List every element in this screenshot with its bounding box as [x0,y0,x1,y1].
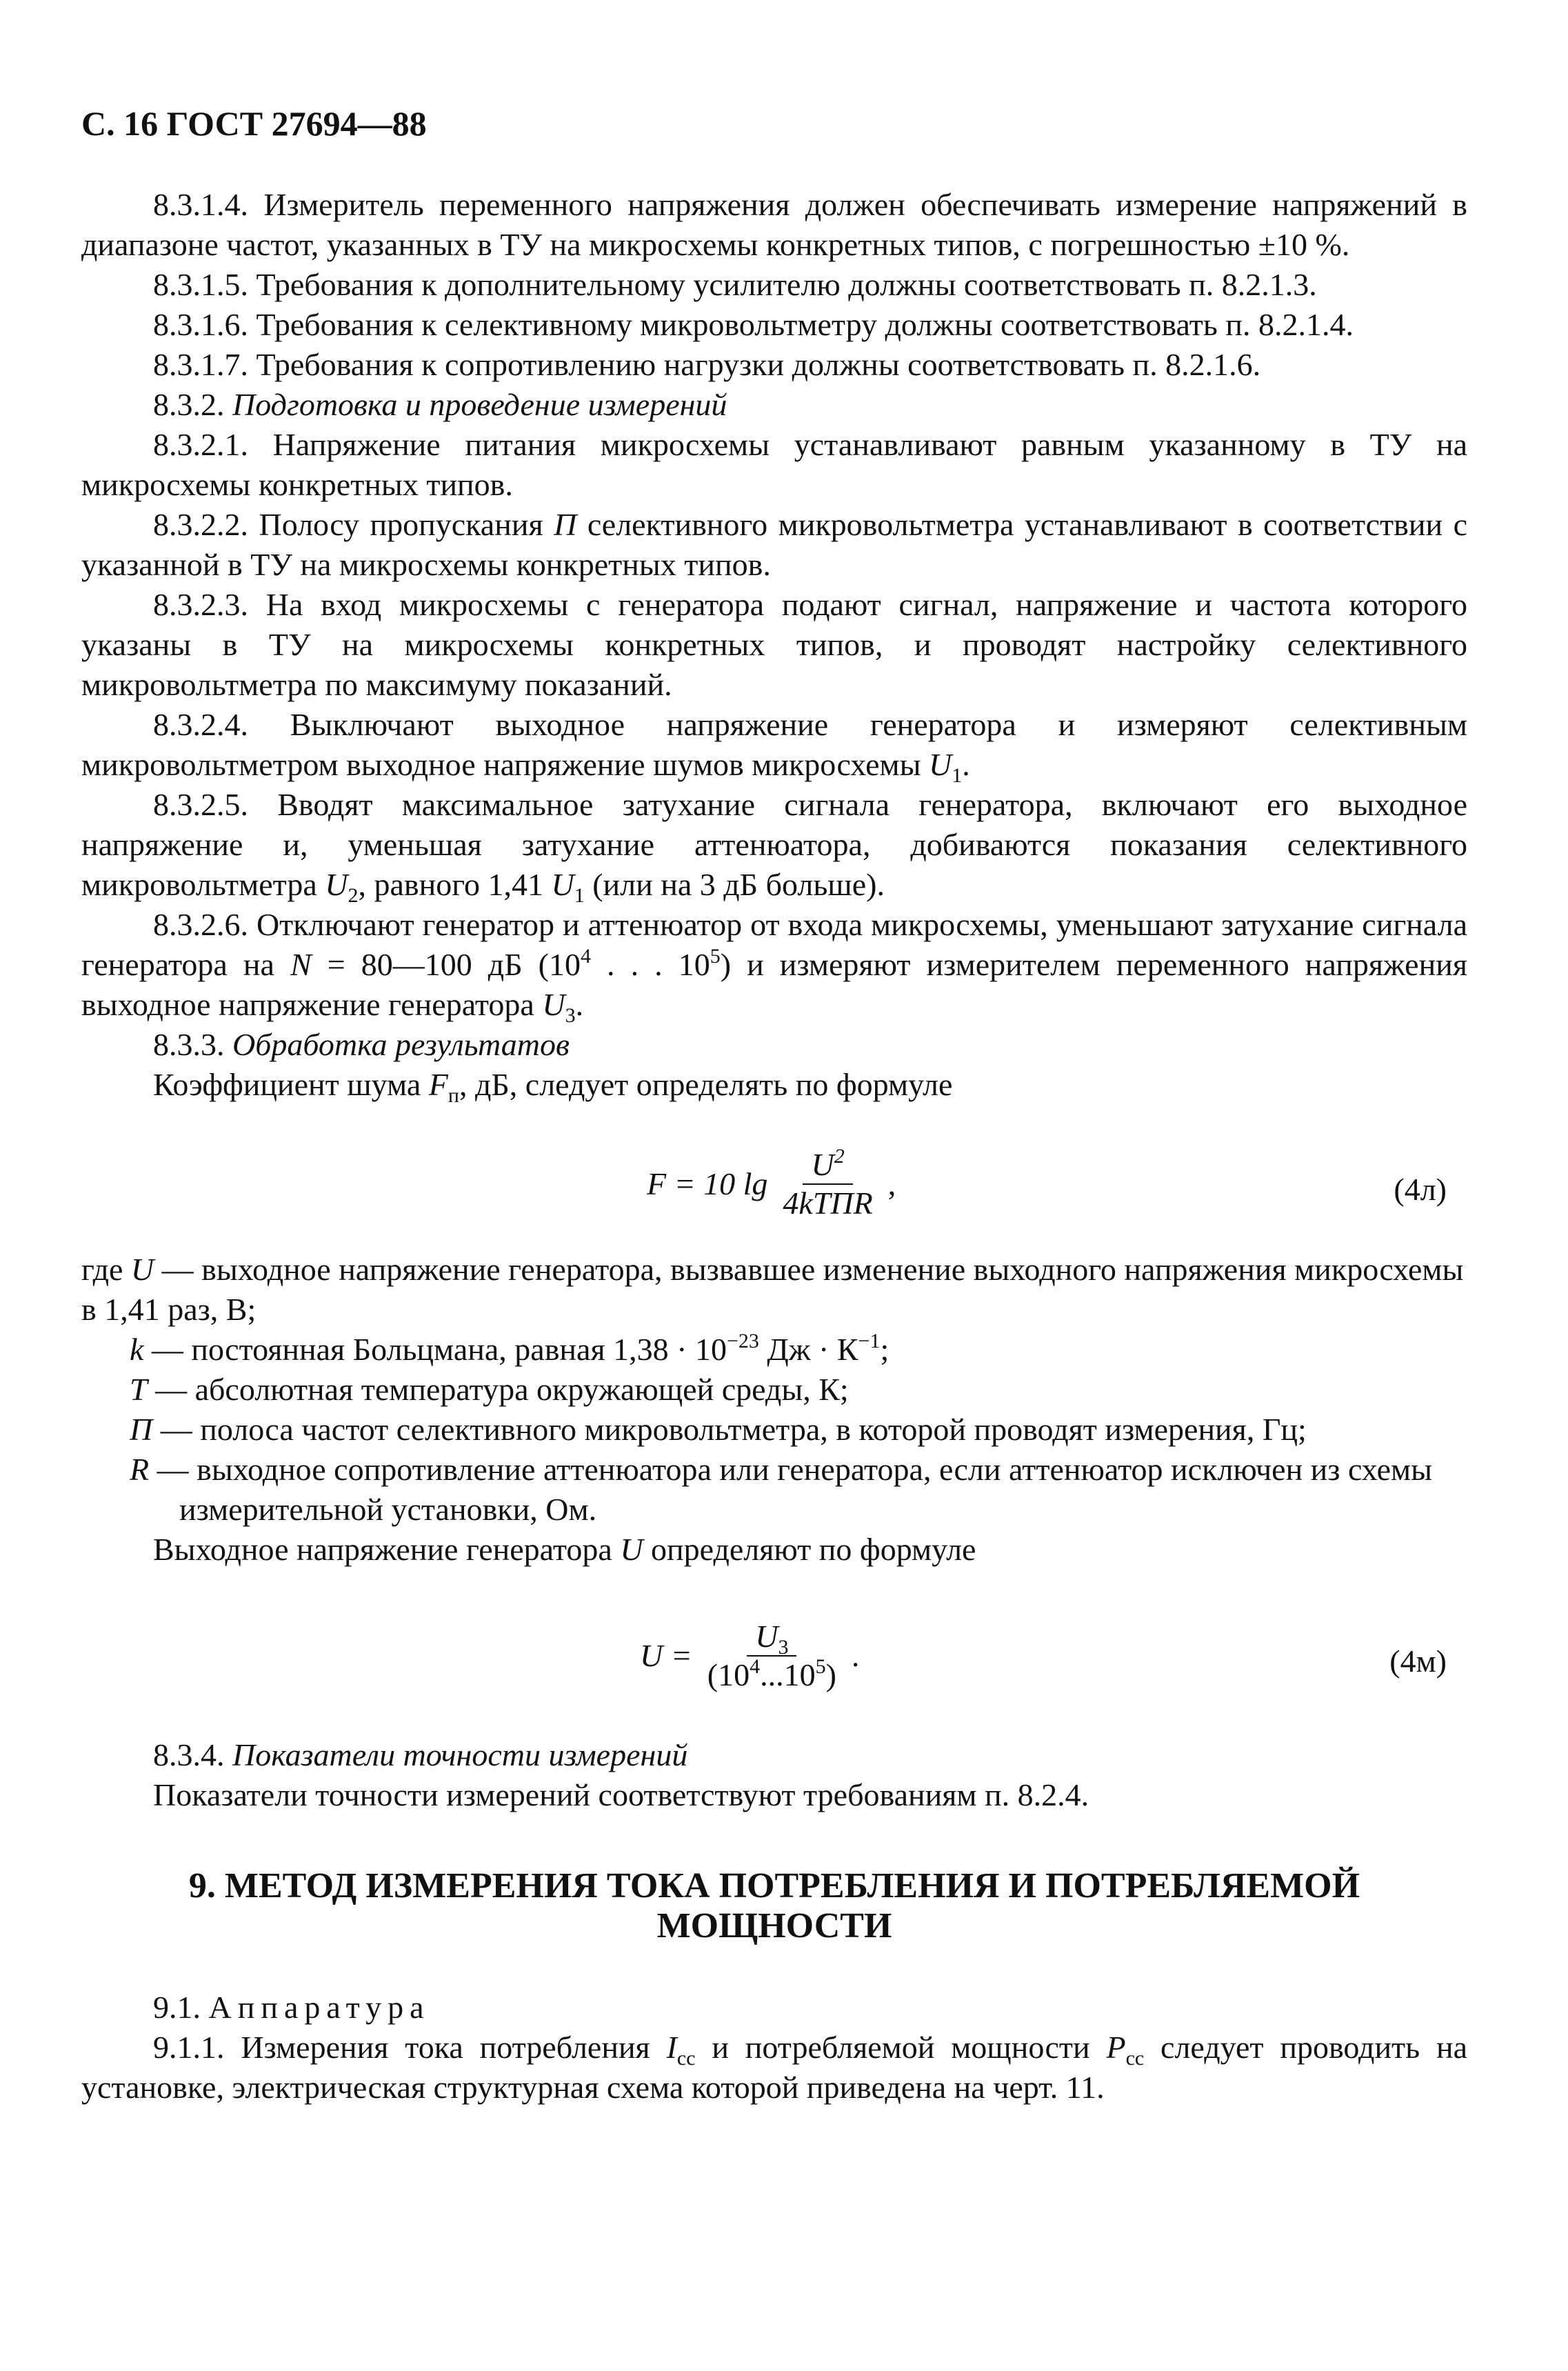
math-symbol: N [290,947,312,982]
subscript: п [448,1084,459,1107]
definition-text: — выходное напряжение генератора, вызвавшее изменение выходного напряжения микросхемы [154,1252,1464,1287]
paragraph-8-3-2-2 [81,505,1467,585]
paragraph-8-3-1-5: 8.3.1.5. Требования к дополнительному усилителю должны соответствовать п. 8.2.1.3. [153,267,1317,302]
definition-item [81,1370,1467,1410]
math-symbol: I [666,2030,677,2065]
superscript: −23 [726,1330,759,1352]
definition-text: — постоянная Больцмана, равная 1,38 · 10 [143,1332,727,1367]
definition-item [81,1450,1467,1530]
subsection-8-3-2-heading [81,385,1467,425]
definition-continuation: измерительной установки, Ом. [179,1492,597,1527]
definition-continuation: в 1,41 раз, В; [81,1292,257,1327]
superscript: 4 [750,1655,761,1678]
text-run: 8.3.2.4. Выключают выходное напряжение генератора и измеряют селективным микровольтметром выходное напряжение шумов микросхемы [81,707,1467,782]
text-run: , дБ, следует определять по формуле [459,1067,953,1102]
paragraph-accuracy: Показатели точности измерений соответствуют требованиям п. 8.2.4. [153,1777,1089,1812]
paragraph-8-3-2-4 [81,705,1467,785]
text-run: . [962,747,970,782]
text-run: 8.3.2.2. Полосу пропускания [153,507,554,542]
formula-body [647,1146,896,1222]
numerator-symbol: U [811,1147,834,1182]
fraction-denominator: 4kTПR [783,1186,873,1221]
subscript: cc [1125,2047,1145,2070]
fraction-numerator [803,1146,852,1185]
superscript: −1 [858,1330,881,1352]
text-run: , равного 1,41 [358,867,552,902]
formula-number: (4л) [1394,1172,1447,1207]
formula-body [640,1618,859,1694]
denominator-part: ...10 [760,1657,816,1692]
definitions-list [81,1250,1467,1530]
text-run: ) и измеряют измерителем переменного напряжения выходное напряжение генератора [81,947,1467,1022]
formula-lhs: U = [640,1638,692,1673]
paragraph-8-3-1-6: 8.3.1.6. Требования к селективному микровольтметру должны соответствовать п. 8.2.1.4. [153,307,1354,342]
formula-number: (4м) [1389,1643,1447,1679]
subsection-number: 8.3.4. [153,1737,225,1772]
paragraph-8-3-1-4: 8.3.1.4. Измеритель переменного напряжения должен обеспечивать измерение напряжений в диапазоне частот, указанных в ТУ на микросхемы конкретных типов, с погрешностью ±10 %. [81,187,1467,262]
superscript: 4 [580,945,591,968]
text-run: 8.3.2.5. Вводят максимальное затухание сигнала генератора, включают его выходное напряжение и, уменьшая затухание аттенюатора, добиваются показания селективного микровольтметра [81,787,1467,902]
text-run: 8.3.2.6. Отключают генератор и аттенюатор от входа микросхемы, уменьшают затухание сигнала генератора на [81,907,1467,982]
subsection-title: Показатели точности измерений [232,1737,688,1772]
definition-text: ; [880,1332,889,1367]
subsection-title: Подготовка и проведение измерений [232,387,727,422]
definition-symbol: П [130,1412,153,1447]
definition-item [81,1250,1467,1330]
definition-text: — абсолютная температура окружающей среды, К; [147,1372,849,1407]
paragraph-8-3-2-3: 8.3.2.3. На вход микросхемы с генератора подают сигнал, напряжение и частота которого указаны в ТУ на микросхемы конкретных типов, и проводят настройку селективного микровольтметра по максимуму показаний. [81,587,1467,702]
math-symbol: П [554,507,577,542]
definition-symbol: k [130,1332,144,1367]
subsection-9-1-heading [81,1988,1467,2028]
formula-fraction [699,1618,845,1694]
paragraph-9-1-1 [81,2028,1467,2108]
text-run: Выходное напряжение генератора [153,1532,621,1567]
math-symbol: U [325,867,348,902]
document-page [81,103,1467,2108]
formula-fraction [774,1146,881,1222]
denominator-part: (10 [707,1657,750,1692]
text-run: Коэффициент шума [153,1067,429,1102]
paragraph-8-3-2-1: 8.3.2.1. Напряжение питания микросхемы устанавливают равным указанному в ТУ на микросхемы конкретных типов. [81,427,1467,502]
definition-item [81,1410,1467,1450]
fraction-denominator [699,1657,845,1694]
math-symbol: U [620,1532,643,1567]
paragraph-output-voltage [81,1530,1467,1570]
definition-text: Дж · К [758,1332,858,1367]
section-9-title: 9. МЕТОД ИЗМЕРЕНИЯ ТОКА ПОТРЕБЛЕНИЯ И ПОТРЕБЛЯЕМОЙ МОЩНОСТИ [188,1866,1360,1945]
subscript: 1 [952,764,963,787]
math-symbol: U [551,867,574,902]
formula-lhs: F = 10 lg [647,1166,768,1201]
subsection-8-3-4-heading [81,1735,1467,1775]
text-run: 9.1.1. Измерения тока потребления [153,2030,667,2065]
paragraph-8-3-1-7: 8.3.1.7. Требования к сопротивлению нагрузки должны соответствовать п. 8.2.1.6. [153,347,1261,382]
definition-symbol: T [130,1372,148,1407]
subscript: 3 [778,1636,789,1659]
subsection-title: Аппаратура [208,1990,430,2025]
subsection-number: 8.3.2. [153,387,225,422]
subscript: 1 [574,884,585,907]
math-symbol: P [1106,2030,1126,2065]
page-header: С. 16 ГОСТ 27694—88 [81,104,427,143]
definition-lead: где [81,1252,131,1287]
subsection-number: 9.1. [153,1990,201,2025]
denominator-part: ) [825,1657,836,1692]
math-symbol: U [929,747,952,782]
text-run: и потребляемой мощности [695,2030,1107,2065]
definition-text: — выходное сопротивление аттенюатора или генератора, если аттенюатор исключен из схемы [149,1452,1433,1487]
text-run: селективного микровольтметра устанавливают в соответствии с указанной в ТУ на микросхемы конкретных типов. [81,507,1467,582]
definition-symbol: U [130,1252,154,1287]
paragraph-8-3-2-5 [81,785,1467,905]
subscript: 2 [348,884,359,907]
text-run: . . . 10 [590,947,710,982]
math-symbol: F [428,1067,448,1102]
math-symbol: U [542,987,565,1022]
subscript: 3 [565,1004,576,1027]
subsection-number: 8.3.3. [153,1027,225,1062]
formula-4l [81,1132,1467,1243]
definition-text: — полоса частот селективного микровольтметра, в которой проводят измерения, Гц; [152,1412,1307,1447]
superscript: 5 [710,945,721,968]
subsection-8-3-3-heading [81,1025,1467,1065]
superscript: 5 [815,1655,826,1678]
text-run: . [575,987,584,1022]
definition-item [81,1330,1467,1370]
fraction-numerator [747,1618,796,1657]
text-run: (или на 3 дБ больше). [584,867,885,902]
text-run: следует проводить на установке, электрическая структурная схема которой приведена на черт. 11. [81,2030,1467,2105]
formula-4m [81,1604,1467,1735]
superscript: 2 [834,1145,845,1168]
subsection-title: Обработка результатов [232,1027,570,1062]
subscript: cc [676,2047,696,2070]
definition-symbol: R [130,1452,150,1487]
text-run: = 80—100 дБ (10 [311,947,581,982]
text-run: определяют по формуле [643,1532,976,1567]
formula-tail: . [851,1638,860,1673]
numerator-symbol: U [755,1619,778,1654]
paragraph-8-3-2-6 [81,905,1467,1025]
formula-tail: , [887,1166,896,1201]
paragraph-noise-coefficient [81,1065,1467,1105]
